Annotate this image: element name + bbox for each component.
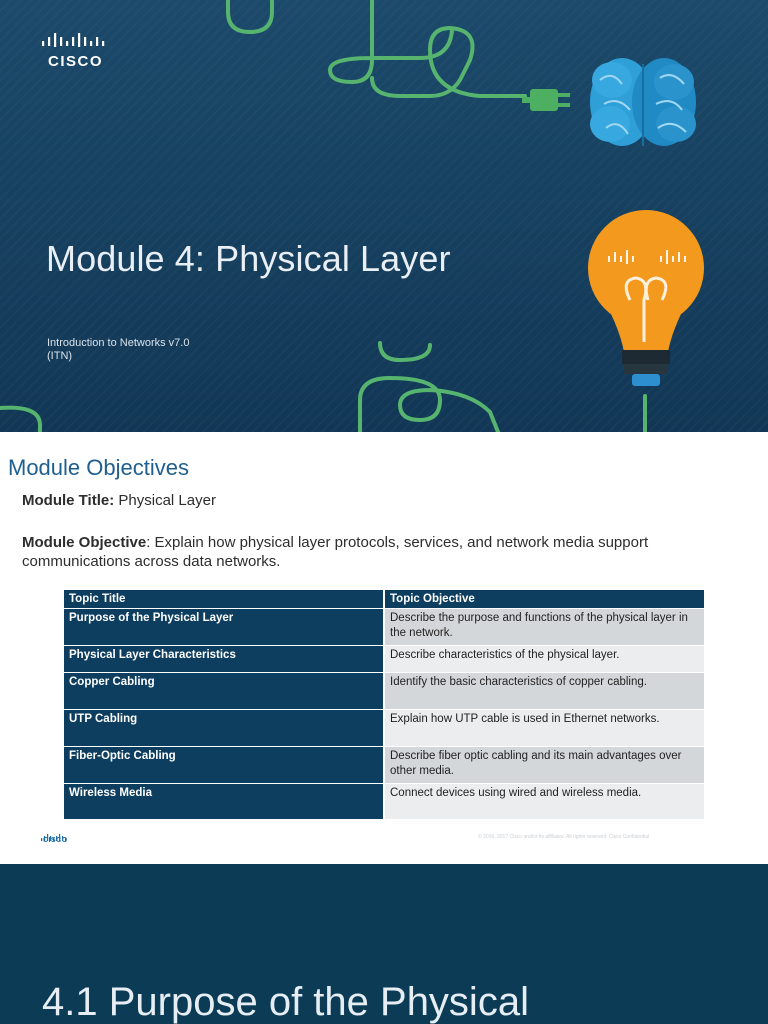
topic-title-cell: UTP Cabling xyxy=(64,709,384,746)
topic-objective-cell: Explain how UTP cable is used in Ethernet networks. xyxy=(384,709,704,746)
topic-objective-cell: Describe the purpose and functions of the physical layer in the network. xyxy=(384,608,704,645)
module-objective-label: Module Objective xyxy=(22,534,147,551)
table-row xyxy=(64,746,704,783)
footer-copyright: © 2016, 2017 Cisco and/or its affiliates. All rights reserved. Cisco Confidential xyxy=(478,834,650,840)
topic-objective-cell: Identify the basic characteristics of copper cabling. xyxy=(384,672,704,709)
decorative-graphics xyxy=(0,0,768,432)
topic-title-cell: Physical Layer Characteristics xyxy=(64,645,384,672)
plug-icon xyxy=(522,89,570,111)
lightbulb-icon xyxy=(588,210,704,386)
table-row xyxy=(64,645,704,672)
topic-objective-cell: Connect devices using wired and wireless media. xyxy=(384,783,704,819)
topic-title-cell: Fiber-Optic Cabling xyxy=(64,746,384,783)
table-row xyxy=(64,783,704,819)
module-objective-value: : Explain how physical layer protocols, services, and network media support communications across data networks. xyxy=(22,534,649,570)
course-code: (ITN) xyxy=(47,350,73,362)
table-header-row xyxy=(64,590,704,608)
module-title: Module 4: Physical Layer xyxy=(46,238,451,279)
topic-objective-cell: Describe fiber optic cabling and its main advantages over other media. xyxy=(384,746,704,783)
topic-title-cell: Purpose of the Physical Layer xyxy=(64,608,384,645)
course-name: Introduction to Networks v7.0 xyxy=(47,337,190,349)
topics-table xyxy=(64,590,704,819)
cisco-wordmark: CISCO xyxy=(48,53,104,70)
brain-icon xyxy=(590,58,696,146)
objectives-heading: Module Objectives xyxy=(8,455,189,480)
topic-objective-cell: Describe characteristics of the physical layer. xyxy=(384,645,704,672)
section-title: 4.1 Purpose of the Physical xyxy=(42,980,529,1024)
topic-title-cell: Copper Cabling xyxy=(64,672,384,709)
header-topic-objective: Topic Objective xyxy=(384,590,704,608)
table-row xyxy=(64,608,704,645)
header-topic-title: Topic Title xyxy=(64,590,384,608)
cisco-logo xyxy=(40,33,110,71)
section-title-slide xyxy=(0,864,768,1024)
table-row xyxy=(64,709,704,746)
module-objective-line xyxy=(22,533,752,571)
module-title-value: Physical Layer xyxy=(114,492,216,509)
module-title-label: Module Title: xyxy=(22,492,115,509)
footer-cisco-logo xyxy=(40,829,72,849)
cisco-bars-icon xyxy=(40,33,110,51)
topic-title-cell: Wireless Media xyxy=(64,783,384,819)
module-title-line xyxy=(22,491,216,510)
footer-cisco-wordmark: CISCO xyxy=(43,837,68,844)
title-slide xyxy=(0,0,768,432)
course-subtitle xyxy=(47,337,347,363)
table-row xyxy=(64,672,704,709)
objectives-slide xyxy=(0,432,768,864)
